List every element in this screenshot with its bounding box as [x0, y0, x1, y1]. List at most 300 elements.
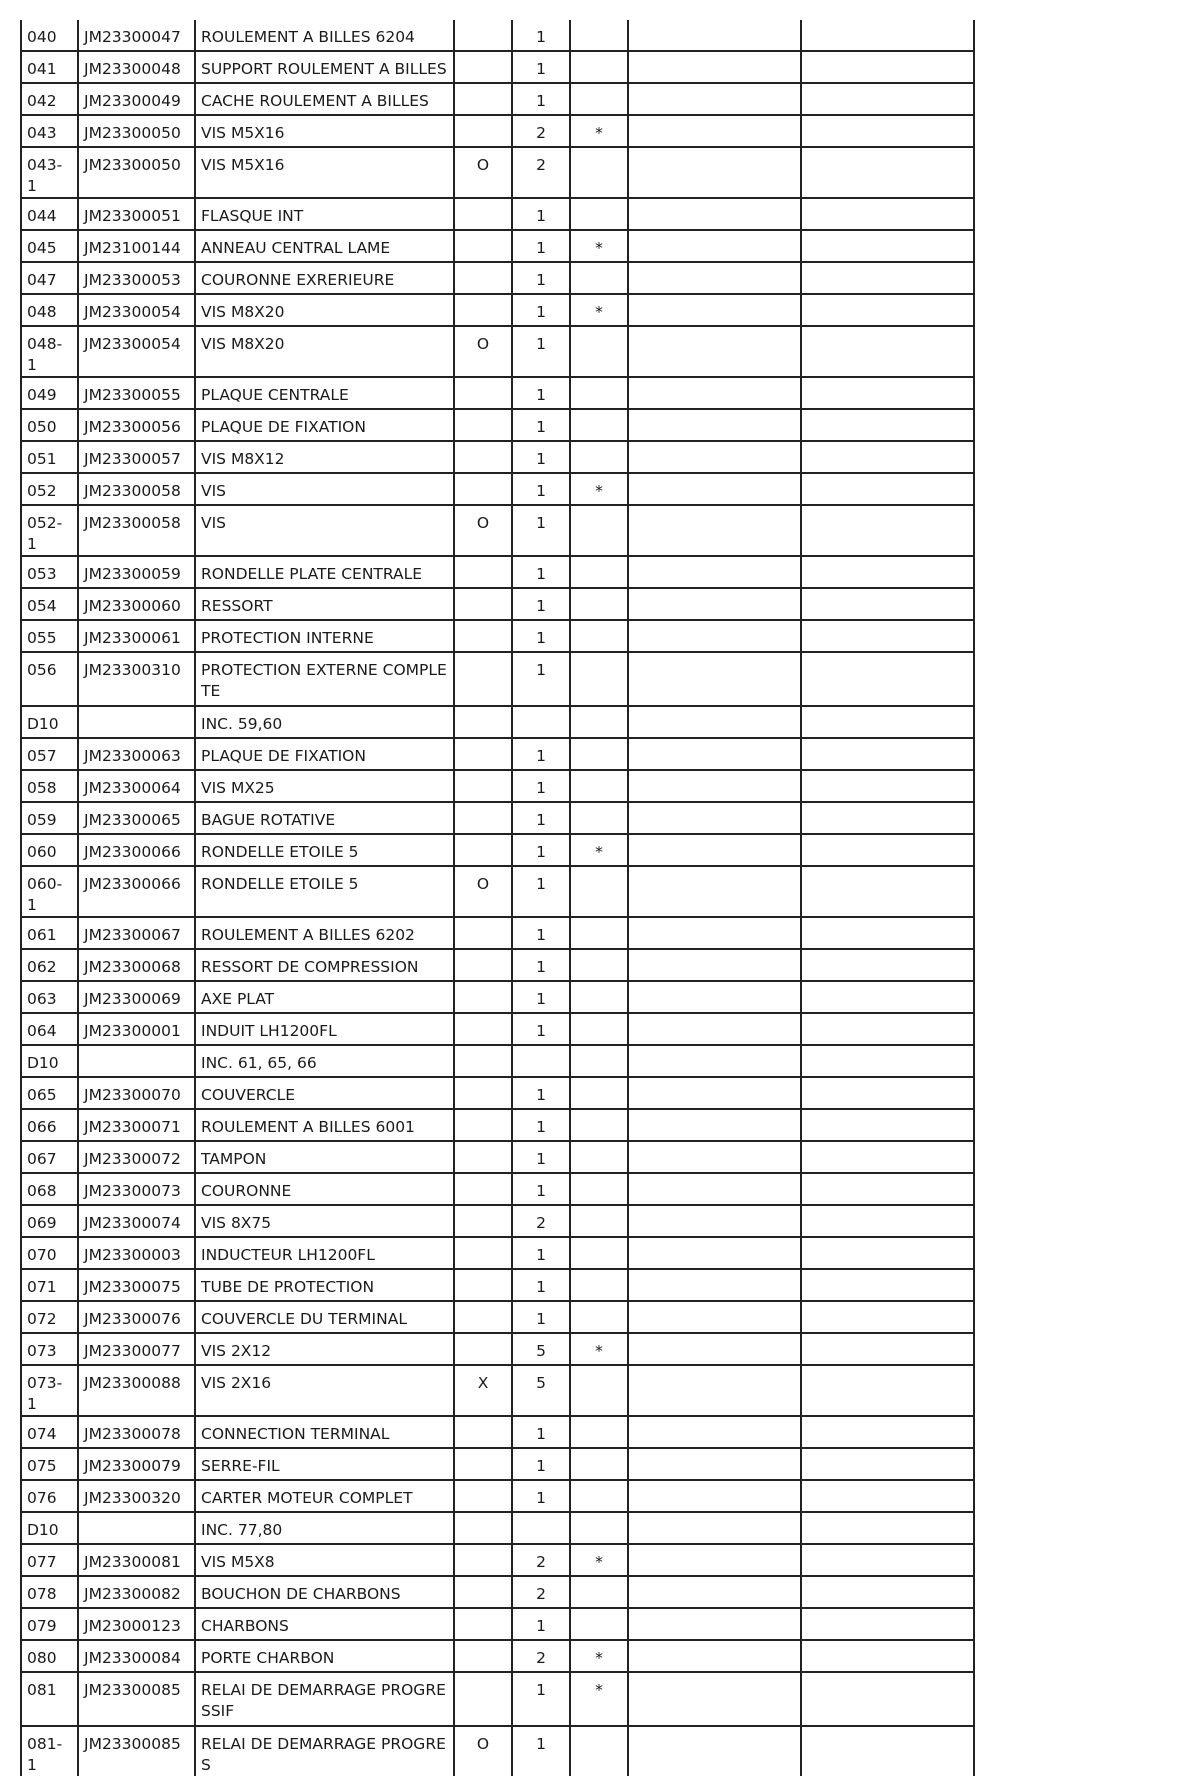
mark-cell [570, 1045, 628, 1077]
quantity-cell: 1 [512, 1013, 570, 1045]
part-number-cell: JM23300061 [78, 620, 195, 652]
table-row [21, 981, 974, 1013]
part-number-cell [78, 1512, 195, 1544]
ref-cell: 050 [21, 409, 78, 441]
table-row [21, 1077, 974, 1109]
table-row [21, 556, 974, 588]
description-cell: SERRE-FIL [195, 1448, 454, 1480]
empty-cell [628, 834, 801, 866]
option-cell [454, 1237, 512, 1269]
empty-cell [801, 1640, 974, 1672]
mark-cell [570, 1013, 628, 1045]
ref-cell: 040 [21, 20, 78, 51]
table-row [21, 802, 974, 834]
option-cell [454, 1013, 512, 1045]
empty-cell [801, 1237, 974, 1269]
mark-cell [570, 1608, 628, 1640]
empty-cell [628, 866, 801, 917]
ref-cell: 076 [21, 1480, 78, 1512]
ref-cell: 048 [21, 294, 78, 326]
empty-cell [628, 981, 801, 1013]
table-row [21, 1544, 974, 1576]
description-cell: INC. 61, 65, 66 [195, 1045, 454, 1077]
quantity-cell: 1 [512, 198, 570, 230]
mark-cell [570, 1173, 628, 1205]
empty-cell [801, 620, 974, 652]
option-cell [454, 115, 512, 147]
description-cell: SUPPORT ROULEMENT A BILLES [195, 51, 454, 83]
table-row [21, 326, 974, 377]
table-row [21, 834, 974, 866]
description-cell: INDUIT LH1200FL [195, 1013, 454, 1045]
option-cell: O [454, 1726, 512, 1776]
ref-cell: 053 [21, 556, 78, 588]
option-cell: X [454, 1365, 512, 1416]
table-row [21, 409, 974, 441]
description-cell: CHARBONS [195, 1608, 454, 1640]
table-row [21, 1448, 974, 1480]
empty-cell [801, 588, 974, 620]
mark-cell [570, 1480, 628, 1512]
part-number-cell: JM23300088 [78, 1365, 195, 1416]
ref-cell: 081 [21, 1672, 78, 1726]
option-cell [454, 652, 512, 706]
empty-cell [801, 20, 974, 51]
quantity-cell [512, 1045, 570, 1077]
description-cell: BOUCHON DE CHARBONS [195, 1576, 454, 1608]
empty-cell [801, 1576, 974, 1608]
option-cell: O [454, 866, 512, 917]
empty-cell [801, 262, 974, 294]
option-cell [454, 1480, 512, 1512]
mark-cell [570, 620, 628, 652]
empty-cell [628, 51, 801, 83]
part-number-cell [78, 1045, 195, 1077]
part-number-cell: JM23300070 [78, 1077, 195, 1109]
option-cell [454, 706, 512, 738]
table-row [21, 505, 974, 556]
ref-cell: 047 [21, 262, 78, 294]
part-number-cell: JM23300064 [78, 770, 195, 802]
empty-cell [628, 1333, 801, 1365]
description-cell: PLAQUE DE FIXATION [195, 409, 454, 441]
table-row [21, 51, 974, 83]
description-cell: INDUCTEUR LH1200FL [195, 1237, 454, 1269]
option-cell [454, 51, 512, 83]
table-row [21, 770, 974, 802]
empty-cell [801, 230, 974, 262]
option-cell [454, 1301, 512, 1333]
empty-cell [801, 1544, 974, 1576]
description-cell: PORTE CHARBON [195, 1640, 454, 1672]
option-cell: O [454, 147, 512, 198]
ref-cell: 081-1 [21, 1726, 78, 1776]
description-cell: VIS M5X8 [195, 1544, 454, 1576]
empty-cell [628, 588, 801, 620]
description-cell: CACHE ROULEMENT A BILLES [195, 83, 454, 115]
ref-cell: 059 [21, 802, 78, 834]
part-number-cell: JM23300001 [78, 1013, 195, 1045]
empty-cell [628, 1640, 801, 1672]
part-number-cell: JM23300085 [78, 1672, 195, 1726]
description-cell: PLAQUE DE FIXATION [195, 738, 454, 770]
ref-cell: 071 [21, 1269, 78, 1301]
table-row [21, 1416, 974, 1448]
empty-cell [801, 1512, 974, 1544]
table-row [21, 1237, 974, 1269]
empty-cell [801, 1608, 974, 1640]
part-number-cell: JM23300072 [78, 1141, 195, 1173]
ref-cell: 051 [21, 441, 78, 473]
description-cell: ANNEAU CENTRAL LAME [195, 230, 454, 262]
option-cell [454, 917, 512, 949]
option-cell [454, 1512, 512, 1544]
empty-cell [801, 326, 974, 377]
quantity-cell: 2 [512, 147, 570, 198]
description-cell: VIS M8X20 [195, 326, 454, 377]
quantity-cell: 2 [512, 1544, 570, 1576]
empty-cell [628, 1237, 801, 1269]
quantity-cell: 1 [512, 51, 570, 83]
empty-cell [628, 83, 801, 115]
description-cell: ROULEMENT A BILLES 6001 [195, 1109, 454, 1141]
mark-cell: * [570, 1333, 628, 1365]
empty-cell [628, 1608, 801, 1640]
part-number-cell: JM23300069 [78, 981, 195, 1013]
option-cell [454, 1416, 512, 1448]
empty-cell [628, 1109, 801, 1141]
quantity-cell: 2 [512, 1205, 570, 1237]
empty-cell [801, 1726, 974, 1776]
mark-cell [570, 556, 628, 588]
quantity-cell: 1 [512, 1608, 570, 1640]
mark-cell [570, 917, 628, 949]
mark-cell [570, 770, 628, 802]
mark-cell [570, 1365, 628, 1416]
description-cell: AXE PLAT [195, 981, 454, 1013]
option-cell [454, 1141, 512, 1173]
option-cell [454, 556, 512, 588]
empty-cell [628, 262, 801, 294]
table-row [21, 1109, 974, 1141]
ref-cell: 073-1 [21, 1365, 78, 1416]
mark-cell [570, 441, 628, 473]
empty-cell [801, 294, 974, 326]
option-cell [454, 981, 512, 1013]
quantity-cell: 1 [512, 1077, 570, 1109]
ref-cell: 060 [21, 834, 78, 866]
description-cell: VIS [195, 505, 454, 556]
part-number-cell: JM23300003 [78, 1237, 195, 1269]
part-number-cell: JM23300049 [78, 83, 195, 115]
ref-cell: 052 [21, 473, 78, 505]
table-row [21, 230, 974, 262]
description-cell: CONNECTION TERMINAL [195, 1416, 454, 1448]
empty-cell [801, 505, 974, 556]
description-cell: BAGUE ROTATIVE [195, 802, 454, 834]
option-cell [454, 1672, 512, 1726]
empty-cell [801, 834, 974, 866]
mark-cell: * [570, 230, 628, 262]
table-row [21, 198, 974, 230]
quantity-cell: 1 [512, 473, 570, 505]
ref-cell: 055 [21, 620, 78, 652]
mark-cell [570, 802, 628, 834]
empty-cell [628, 115, 801, 147]
empty-cell [801, 1448, 974, 1480]
part-number-cell: JM23300060 [78, 588, 195, 620]
empty-cell [628, 377, 801, 409]
ref-cell: 041 [21, 51, 78, 83]
table-row [21, 1269, 974, 1301]
description-cell: INC. 77,80 [195, 1512, 454, 1544]
empty-cell [628, 949, 801, 981]
option-cell [454, 20, 512, 51]
table-row [21, 1512, 974, 1544]
description-cell: INC. 59,60 [195, 706, 454, 738]
option-cell [454, 834, 512, 866]
quantity-cell: 1 [512, 83, 570, 115]
table-row [21, 473, 974, 505]
part-number-cell: JM23300048 [78, 51, 195, 83]
empty-cell [628, 1544, 801, 1576]
empty-cell [628, 1301, 801, 1333]
empty-cell [801, 1141, 974, 1173]
mark-cell [570, 262, 628, 294]
empty-cell [801, 1672, 974, 1726]
description-cell: VIS 2X16 [195, 1365, 454, 1416]
ref-cell: D10 [21, 706, 78, 738]
quantity-cell: 2 [512, 1576, 570, 1608]
empty-cell [801, 802, 974, 834]
quantity-cell: 1 [512, 1109, 570, 1141]
mark-cell: * [570, 115, 628, 147]
quantity-cell: 1 [512, 620, 570, 652]
option-cell [454, 1448, 512, 1480]
empty-cell [628, 147, 801, 198]
ref-cell: 061 [21, 917, 78, 949]
quantity-cell: 1 [512, 1237, 570, 1269]
part-number-cell: JM23300078 [78, 1416, 195, 1448]
quantity-cell: 1 [512, 981, 570, 1013]
description-cell: VIS M5X16 [195, 115, 454, 147]
table-row [21, 83, 974, 115]
description-cell: TAMPON [195, 1141, 454, 1173]
mark-cell: * [570, 294, 628, 326]
part-number-cell: JM23300058 [78, 473, 195, 505]
option-cell [454, 262, 512, 294]
empty-cell [628, 441, 801, 473]
ref-cell: 077 [21, 1544, 78, 1576]
quantity-cell: 1 [512, 652, 570, 706]
mark-cell [570, 83, 628, 115]
table-row [21, 1640, 974, 1672]
description-cell: RONDELLE PLATE CENTRALE [195, 556, 454, 588]
part-number-cell: JM23300055 [78, 377, 195, 409]
description-cell: VIS MX25 [195, 770, 454, 802]
mark-cell: * [570, 1544, 628, 1576]
mark-cell [570, 588, 628, 620]
empty-cell [628, 1726, 801, 1776]
quantity-cell: 1 [512, 917, 570, 949]
part-number-cell: JM23300057 [78, 441, 195, 473]
description-cell: RESSORT DE COMPRESSION [195, 949, 454, 981]
part-number-cell: JM23300310 [78, 652, 195, 706]
part-number-cell: JM23300066 [78, 866, 195, 917]
table-row [21, 1301, 974, 1333]
table-row [21, 1672, 974, 1726]
empty-cell [628, 917, 801, 949]
mark-cell [570, 866, 628, 917]
quantity-cell [512, 1512, 570, 1544]
mark-cell [570, 1512, 628, 1544]
part-number-cell: JM23300050 [78, 115, 195, 147]
empty-cell [628, 1672, 801, 1726]
quantity-cell: 1 [512, 834, 570, 866]
ref-cell: 079 [21, 1608, 78, 1640]
empty-cell [801, 1173, 974, 1205]
table-row [21, 738, 974, 770]
part-number-cell: JM23300079 [78, 1448, 195, 1480]
quantity-cell: 2 [512, 115, 570, 147]
empty-cell [628, 802, 801, 834]
table-row [21, 1333, 974, 1365]
empty-cell [628, 294, 801, 326]
description-cell: TUBE DE PROTECTION [195, 1269, 454, 1301]
quantity-cell: 1 [512, 1480, 570, 1512]
ref-cell: 072 [21, 1301, 78, 1333]
table-row [21, 262, 974, 294]
empty-cell [801, 473, 974, 505]
table-row [21, 1480, 974, 1512]
table-row [21, 866, 974, 917]
option-cell [454, 294, 512, 326]
quantity-cell: 1 [512, 441, 570, 473]
ref-cell: 073 [21, 1333, 78, 1365]
mark-cell [570, 738, 628, 770]
mark-cell [570, 981, 628, 1013]
empty-cell [801, 51, 974, 83]
description-cell: COUVERCLE [195, 1077, 454, 1109]
mark-cell [570, 198, 628, 230]
ref-cell: D10 [21, 1512, 78, 1544]
ref-cell: 052-1 [21, 505, 78, 556]
empty-cell [628, 1013, 801, 1045]
table-row [21, 20, 974, 51]
empty-cell [801, 981, 974, 1013]
quantity-cell: 1 [512, 1141, 570, 1173]
empty-cell [628, 326, 801, 377]
empty-cell [628, 505, 801, 556]
quantity-cell: 1 [512, 1269, 570, 1301]
part-number-cell: JM23300084 [78, 1640, 195, 1672]
part-number-cell: JM23300047 [78, 20, 195, 51]
description-cell: VIS M8X12 [195, 441, 454, 473]
part-number-cell: JM23300320 [78, 1480, 195, 1512]
option-cell [454, 198, 512, 230]
description-cell: ROULEMENT A BILLES 6202 [195, 917, 454, 949]
quantity-cell: 1 [512, 262, 570, 294]
empty-cell [801, 1301, 974, 1333]
part-number-cell: JM23300077 [78, 1333, 195, 1365]
empty-cell [801, 147, 974, 198]
empty-cell [801, 1205, 974, 1237]
quantity-cell: 1 [512, 409, 570, 441]
ref-cell: 078 [21, 1576, 78, 1608]
option-cell [454, 83, 512, 115]
part-number-cell: JM23300051 [78, 198, 195, 230]
quantity-cell: 1 [512, 949, 570, 981]
empty-cell [628, 556, 801, 588]
quantity-cell: 1 [512, 802, 570, 834]
table-row [21, 377, 974, 409]
description-cell: RELAI DE DEMARRAGE PROGRESSIF [195, 1672, 454, 1726]
option-cell [454, 1640, 512, 1672]
ref-cell: 080 [21, 1640, 78, 1672]
description-cell: COURONNE [195, 1173, 454, 1205]
table-row [21, 1141, 974, 1173]
empty-cell [801, 1109, 974, 1141]
ref-cell: 066 [21, 1109, 78, 1141]
quantity-cell: 1 [512, 20, 570, 51]
option-cell [454, 230, 512, 262]
mark-cell [570, 377, 628, 409]
table-row [21, 1045, 974, 1077]
ref-cell: 049 [21, 377, 78, 409]
option-cell [454, 620, 512, 652]
mark-cell [570, 147, 628, 198]
description-cell: VIS 2X12 [195, 1333, 454, 1365]
quantity-cell: 1 [512, 1301, 570, 1333]
table-row [21, 620, 974, 652]
quantity-cell: 1 [512, 588, 570, 620]
table-row [21, 1608, 974, 1640]
part-number-cell: JM23300066 [78, 834, 195, 866]
empty-cell [628, 409, 801, 441]
ref-cell: 044 [21, 198, 78, 230]
part-number-cell: JM23300075 [78, 1269, 195, 1301]
description-cell: RONDELLE ETOILE 5 [195, 866, 454, 917]
description-cell: PROTECTION INTERNE [195, 620, 454, 652]
description-cell: FLASQUE INT [195, 198, 454, 230]
quantity-cell: 1 [512, 294, 570, 326]
option-cell [454, 802, 512, 834]
mark-cell [570, 51, 628, 83]
empty-cell [801, 441, 974, 473]
option-cell [454, 1077, 512, 1109]
empty-cell [628, 738, 801, 770]
ref-cell: D10 [21, 1045, 78, 1077]
option-cell [454, 441, 512, 473]
empty-cell [801, 409, 974, 441]
table-row [21, 1205, 974, 1237]
ref-cell: 070 [21, 1237, 78, 1269]
empty-cell [628, 198, 801, 230]
empty-cell [628, 1045, 801, 1077]
option-cell [454, 1333, 512, 1365]
mark-cell [570, 1237, 628, 1269]
description-cell: RESSORT [195, 588, 454, 620]
description-cell: ROULEMENT A BILLES 6204 [195, 20, 454, 51]
quantity-cell: 1 [512, 505, 570, 556]
option-cell [454, 738, 512, 770]
mark-cell [570, 1448, 628, 1480]
ref-cell: 063 [21, 981, 78, 1013]
part-number-cell: JM23000123 [78, 1608, 195, 1640]
part-number-cell: JM23100144 [78, 230, 195, 262]
empty-cell [628, 1173, 801, 1205]
empty-cell [628, 1416, 801, 1448]
